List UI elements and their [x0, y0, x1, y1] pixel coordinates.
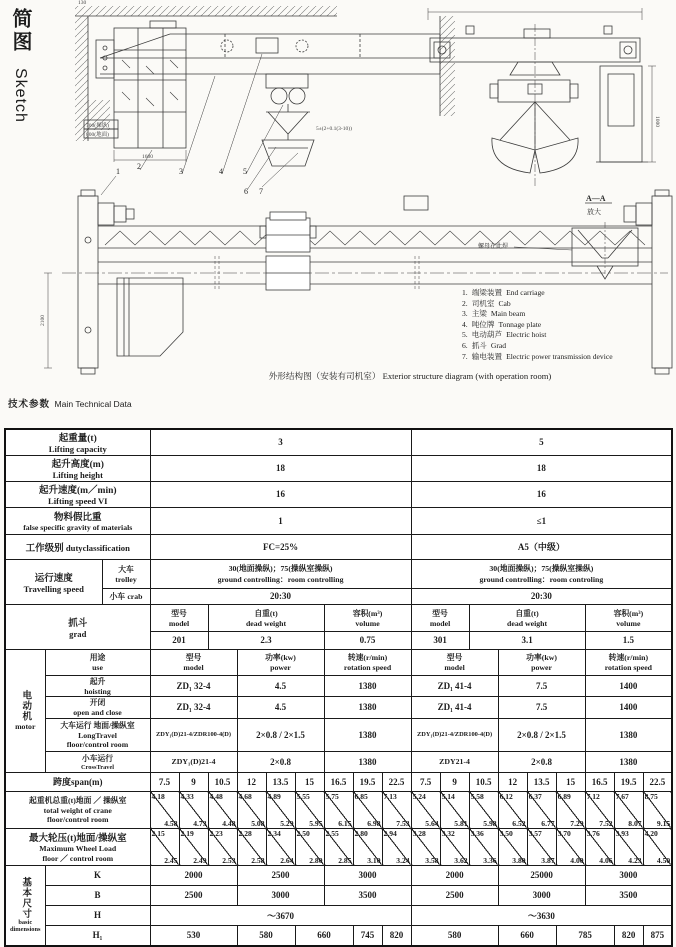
section-title-en: Main Technical Data: [54, 399, 132, 409]
elevation-view: [75, 6, 455, 166]
value-cell: ZD₁ 41-4: [411, 675, 498, 696]
span-value-cell: 9: [440, 772, 469, 791]
dim-value-cell: 3000: [324, 865, 411, 885]
split-value-cell: [295, 791, 324, 828]
label-cell: 最大轮压(t)地面/操纵室 Maximum Wheel Load floor ／ control room: [5, 828, 150, 865]
value-top: 8.75: [644, 791, 658, 801]
value-bottom: 4.00: [570, 855, 584, 865]
value-cell: 30(地面操纵)；75(操纵室操纵) ground controlling：room controlling: [150, 559, 411, 588]
value-cell: ZD₁ 41-4: [411, 696, 498, 718]
label-cell: 基本尺寸 basic dimensions: [5, 865, 45, 946]
value-top: 2.15: [151, 828, 165, 838]
value-bottom: 2.58: [251, 855, 265, 865]
split-value-cell: [469, 791, 498, 828]
label-cell: 物料假比重 false specific gravity of materials: [5, 507, 150, 534]
value-cell: ZD₁ 32-4: [150, 696, 237, 718]
sublabel-cell: B: [45, 885, 150, 905]
value-cell: 1400: [585, 696, 672, 718]
value-cell: 2.3: [208, 631, 324, 649]
split-value-cell: [179, 828, 208, 865]
value-cell: 7.5: [498, 675, 585, 696]
row-total-weight: [5, 791, 672, 828]
value-bottom: 2.53: [222, 855, 236, 865]
value-cell: ≤1: [411, 507, 672, 534]
split-value-cell: [324, 791, 353, 828]
value-top: 2.19: [180, 828, 194, 838]
section-title: [8, 394, 132, 412]
value-bottom: 2.45: [164, 855, 178, 865]
value-top: 5.55: [296, 791, 310, 801]
row-motor-longtravel: [5, 718, 672, 751]
split-value-cell: [237, 791, 266, 828]
value-top: 3.70: [557, 828, 571, 838]
header-cell: 功率(kw) power: [237, 649, 324, 675]
value-top: 3.76: [586, 828, 600, 838]
row-motor-crosstravel: [5, 751, 672, 772]
split-value-cell: [643, 791, 672, 828]
row-dim-k: [5, 865, 672, 885]
value-cell: 1: [150, 507, 411, 534]
dim-800: 800(地面): [86, 132, 109, 138]
label-cell: 运行速度 Travelling speed: [5, 559, 102, 604]
legend-item: 3. 主梁 Main beam: [462, 309, 526, 319]
split-value-cell: [556, 828, 585, 865]
value-cell: 5: [411, 429, 672, 455]
split-value-cell: [643, 828, 672, 865]
value-cell: ZDY₁(D)21-4/ZDR100-4(D): [150, 718, 237, 751]
label-cell: 起重量(t) Lifting capacity: [5, 429, 150, 455]
span-value-cell: 12: [237, 772, 266, 791]
value-cell: 3: [150, 429, 411, 455]
value-bottom: 2.49: [193, 855, 207, 865]
callout-1: 1: [116, 167, 120, 176]
sketch-label-en: Sketch: [12, 68, 29, 124]
value-cell: 1400: [585, 675, 672, 696]
row-lifting-capacity: [5, 429, 672, 455]
span-value-cell: 22.5: [643, 772, 672, 791]
sublabel-cell: H: [45, 905, 150, 925]
value-bottom: 5.81: [454, 818, 468, 828]
value-top: 4.33: [180, 791, 194, 801]
legend-item: 2. 司机室 Cab: [462, 298, 511, 308]
value-top: 7.67: [615, 791, 629, 801]
dim-value-cell: 2500: [411, 885, 498, 905]
legend-item: 6. 抓斗 Grad: [462, 340, 507, 350]
dim-value-cell: 3500: [585, 885, 672, 905]
header-cell: 型号 model: [150, 649, 237, 675]
value-bottom: 7.52: [599, 818, 613, 828]
row-travel-trolley: [5, 559, 672, 588]
value-bottom: 3.36: [483, 855, 497, 865]
span-value-cell: 10.5: [208, 772, 237, 791]
label-cell: 抓斗 grad: [5, 604, 150, 649]
value-top: 4.48: [209, 791, 223, 801]
value-cell: 7.5: [498, 696, 585, 718]
split-value-cell: [150, 791, 179, 828]
split-value-cell: [498, 828, 527, 865]
split-value-cell: [498, 791, 527, 828]
split-value-cell: [266, 791, 295, 828]
value-cell: 18: [150, 455, 411, 481]
span-value-cell: 13.5: [527, 772, 556, 791]
label-cell: 电动机 motor: [5, 649, 45, 772]
split-value-cell: [353, 828, 382, 865]
span-value-cell: 15: [556, 772, 585, 791]
value-top: 4.20: [644, 828, 658, 838]
row-grab-header: [5, 604, 672, 631]
value-cell: 1380: [324, 675, 411, 696]
split-value-cell: [324, 828, 353, 865]
dim-value-cell: 745: [353, 925, 382, 946]
split-value-cell: [237, 828, 266, 865]
span-value-cell: 12: [498, 772, 527, 791]
value-cell: ZD₁ 32-4: [150, 675, 237, 696]
value-cell: A5（中级）: [411, 534, 672, 559]
split-value-cell: [440, 828, 469, 865]
split-value-cell: [179, 791, 208, 828]
value-cell: 2×0.8: [498, 751, 585, 772]
dim-value-cell: 3000: [585, 865, 672, 885]
dim-value-cell: 875: [643, 925, 672, 946]
split-value-cell: [411, 828, 440, 865]
value-top: 6.89: [557, 791, 571, 801]
callout-3: 3: [179, 167, 183, 176]
split-value-cell: [527, 828, 556, 865]
label-cell: 起重机总重(t)地面 ／ 操纵室 total weight of crane floor/control room: [5, 791, 150, 828]
dim-700: 700(操纵): [86, 123, 109, 129]
value-top: 6.37: [528, 791, 542, 801]
span-value-cell: 16.5: [324, 772, 353, 791]
value-cell: 201: [150, 631, 208, 649]
value-cell: 1.5: [585, 631, 672, 649]
value-cell: 0.75: [324, 631, 411, 649]
dim-130: 130: [78, 0, 87, 6]
detail-subtitle: 放大: [587, 208, 601, 216]
dim-value-cell: 660: [498, 925, 556, 946]
value-cell: 16: [150, 481, 411, 507]
dim-value-cell: 2000: [150, 865, 237, 885]
span-value-cell: 7.5: [150, 772, 179, 791]
value-cell: 4.5: [237, 696, 324, 718]
sublabel-cell: 开闭 open and close: [45, 696, 150, 718]
value-cell: 1380: [585, 751, 672, 772]
value-cell: 20:30: [411, 588, 672, 604]
value-top: 7.13: [383, 791, 397, 801]
value-top: 2.55: [325, 828, 339, 838]
value-bottom: 5.64: [425, 818, 439, 828]
value-cell: ZDY₁(D)21-4: [150, 751, 237, 772]
span-value-cell: 7.5: [411, 772, 440, 791]
header-cell: 自重(t) dead weight: [208, 604, 324, 631]
dim-value-cell: 3000: [237, 885, 324, 905]
callout-4: 4: [219, 167, 223, 176]
row-dim-h1: [5, 925, 672, 946]
dim-value-cell: ～3670: [150, 905, 411, 925]
row-duty: [5, 534, 672, 559]
value-bottom: 2.64: [280, 855, 294, 865]
split-value-cell: [585, 791, 614, 828]
split-value-cell: [556, 791, 585, 828]
value-top: 5.24: [412, 791, 426, 801]
split-value-cell: [411, 791, 440, 828]
value-top: 4.89: [267, 791, 281, 801]
detail-title: A—A: [586, 194, 606, 203]
value-top: 2.80: [354, 828, 368, 838]
dim-rope: 5±(2+0.1(3-10)): [316, 126, 352, 132]
sublabel-cell: H₁: [45, 925, 150, 946]
value-bottom: 6.15: [338, 818, 352, 828]
value-top: 2.34: [267, 828, 281, 838]
value-cell: 1380: [324, 718, 411, 751]
split-value-cell: [266, 828, 295, 865]
value-bottom: 4.58: [164, 818, 178, 828]
sketch-texts: [40, 0, 660, 326]
value-cell: 2×0.8: [237, 751, 324, 772]
dim-value-cell: 2500: [150, 885, 237, 905]
value-cell: 2×0.8 / 2×1.5: [237, 718, 324, 751]
value-bottom: 4.23: [628, 855, 642, 865]
row-lifting-speed: [5, 481, 672, 507]
value-bottom: 5.29: [280, 818, 294, 828]
value-cell: 3.1: [469, 631, 585, 649]
value-bottom: 3.10: [367, 855, 381, 865]
row-dim-b: [5, 885, 672, 905]
value-top: 5.75: [325, 791, 339, 801]
sublabel-cell: K: [45, 865, 150, 885]
value-bottom: 8.07: [628, 818, 642, 828]
row-wheel-load: [5, 828, 672, 865]
value-top: 6.85: [354, 791, 368, 801]
split-value-cell: [440, 791, 469, 828]
value-bottom: 3.62: [454, 855, 468, 865]
dim-value-cell: 3000: [498, 885, 585, 905]
split-value-cell: [150, 828, 179, 865]
value-cell: FC=25%: [150, 534, 411, 559]
value-cell: 2×0.8 / 2×1.5: [498, 718, 585, 751]
row-motor-openclose: [5, 696, 672, 718]
value-top: 7.12: [586, 791, 600, 801]
callout-2: 2: [137, 162, 141, 171]
span-value-cell: 22.5: [382, 772, 411, 791]
dim-value-cell: ～3630: [411, 905, 672, 925]
dim-value-cell: 785: [556, 925, 614, 946]
dim-value-cell: 530: [150, 925, 237, 946]
header-cell: 型号 model: [150, 604, 208, 631]
span-value-cell: 15: [295, 772, 324, 791]
split-value-cell: [382, 791, 411, 828]
callout-7: 7: [259, 187, 263, 196]
dim-value-cell: 3500: [324, 885, 411, 905]
split-value-cell: [585, 828, 614, 865]
row-travel-crab: [5, 588, 672, 604]
label-cell: 跨度span(m): [5, 772, 150, 791]
value-top: 4.68: [238, 791, 252, 801]
dim-2100: 2100: [40, 315, 46, 326]
label-cell: 起升高度(m) Lifting height: [5, 455, 150, 481]
span-value-cell: 19.5: [614, 772, 643, 791]
value-cell: 1380: [324, 696, 411, 718]
split-value-cell: [527, 791, 556, 828]
dim-value-cell: 2500: [237, 865, 324, 885]
row-motor-hoisting: [5, 675, 672, 696]
split-value-cell: [469, 828, 498, 865]
header-cell: 自重(t) dead weight: [469, 604, 585, 631]
callout-5: 5: [243, 167, 247, 176]
value-bottom: 6.77: [541, 818, 555, 828]
span-value-cell: 16.5: [585, 772, 614, 791]
value-bottom: 3.87: [541, 855, 555, 865]
label-cell: 起升速度(m／min) Lifting speed VI: [5, 481, 150, 507]
callout-6: 6: [244, 187, 248, 196]
value-cell: ZDY₁(D)21-4/ZDR100-4(D): [411, 718, 498, 751]
value-top: 3.32: [441, 828, 455, 838]
value-bottom: 5.08: [251, 818, 265, 828]
header-cell: 型号 model: [411, 649, 498, 675]
value-bottom: 4.50: [656, 855, 671, 865]
value-bottom: 3.80: [512, 855, 526, 865]
value-cell: 301: [411, 631, 469, 649]
span-value-cell: 10.5: [469, 772, 498, 791]
header-cell: 转速(r/min) rotation speed: [585, 649, 672, 675]
value-top: 3.93: [615, 828, 629, 838]
legend: [462, 288, 676, 362]
value-top: 2.50: [296, 828, 310, 838]
value-bottom: 5.98: [483, 818, 497, 828]
value-bottom: 2.85: [338, 855, 352, 865]
value-top: 2.23: [209, 828, 223, 838]
dim-value-cell: 820: [382, 925, 411, 946]
header-cell: 容积(m³) volume: [585, 604, 672, 631]
value-top: 2.28: [238, 828, 252, 838]
row-gravity: [5, 507, 672, 534]
header-cell: 功率(kw) power: [498, 649, 585, 675]
sublabel-cell: 大车运行 地面/操纵室 LongTravel floor/control room: [45, 718, 150, 751]
label-cell: 工作级别 dutyclassification: [5, 534, 150, 559]
value-bottom: 6.52: [512, 818, 526, 828]
value-top: 3.50: [499, 828, 513, 838]
sublabel-cell: 小车运行 CrossTravel: [45, 751, 150, 772]
value-top: 3.36: [470, 828, 484, 838]
value-cell: 1380: [585, 718, 672, 751]
value-bottom: 4.73: [193, 818, 207, 828]
sketch-label-cn: 简图: [9, 8, 31, 54]
row-dim-h: [5, 905, 672, 925]
legend-item: 1. 端梁装置 End carriage: [462, 288, 545, 297]
value-top: 3.57: [528, 828, 542, 838]
value-cell: 4.5: [237, 675, 324, 696]
value-bottom: 9.15: [656, 818, 671, 828]
split-value-cell: [614, 791, 643, 828]
row-lifting-height: [5, 455, 672, 481]
value-bottom: 7.53: [396, 818, 410, 828]
value-top: 5.14: [441, 791, 455, 801]
row-motor-header: [5, 649, 672, 675]
value-bottom: 4.06: [599, 855, 613, 865]
value-top: 3.28: [412, 828, 426, 838]
value-bottom: 6.98: [367, 818, 381, 828]
header-cell: 用途 use: [45, 649, 150, 675]
dim-value-cell: 580: [411, 925, 498, 946]
split-value-cell: [295, 828, 324, 865]
end-view: [428, 8, 656, 188]
value-top: 6.12: [499, 791, 513, 801]
header-cell: 转速(r/min) rotation speed: [324, 649, 411, 675]
dim-1000: 1000: [654, 116, 660, 127]
split-value-cell: [208, 828, 237, 865]
split-value-cell: [382, 828, 411, 865]
value-top: 4.18: [151, 791, 165, 801]
header-cell: 型号 model: [411, 604, 469, 631]
split-value-cell: [353, 791, 382, 828]
dim-value-cell: 660: [295, 925, 353, 946]
section-title-cn: 技术参数: [8, 399, 51, 410]
value-cell: ZDY21-4: [411, 751, 498, 772]
value-bottom: 7.29: [570, 818, 584, 828]
value-top: 5.58: [470, 791, 484, 801]
header-cell: 容积(m³) volume: [324, 604, 411, 631]
legend-item: 4. 吨位牌 Tonnage plate: [462, 319, 542, 329]
row-span: [5, 772, 672, 791]
value-bottom: 4.48: [222, 818, 236, 828]
detail-note: 螺母在此焊: [478, 244, 509, 250]
dim-value-cell: 2000: [411, 865, 498, 885]
span-value-cell: 13.5: [266, 772, 295, 791]
value-bottom: 3.58: [425, 855, 439, 865]
value-cell: 16: [411, 481, 672, 507]
dim-value-cell: 820: [614, 925, 643, 946]
value-cell: 30(地面操纵)；75(操纵室操纵) ground controlling：room controling: [411, 559, 672, 588]
dim-1600: 1600: [142, 154, 153, 160]
span-value-cell: 9: [179, 772, 208, 791]
split-value-cell: [614, 828, 643, 865]
value-bottom: 2.80: [309, 855, 323, 865]
legend-item: 5. 电动葫芦 Electric hoist: [462, 330, 547, 340]
value-cell: 1380: [324, 751, 411, 772]
legend-item: 7. 输电装置 Electric power transmission device: [462, 351, 613, 361]
sublabel-cell: 起升 hoisting: [45, 675, 150, 696]
sketch-caption: 外形结构图（安装有司机室） Exterior structure diagram (with operation room): [268, 371, 552, 381]
value-bottom: 3.24: [396, 855, 410, 865]
value-cell: 18: [411, 455, 672, 481]
dim-value-cell: 25000: [498, 865, 585, 885]
value-bottom: 5.95: [309, 818, 323, 828]
split-value-cell: [208, 791, 237, 828]
value-top: 2.94: [383, 828, 397, 838]
value-cell: 20:30: [150, 588, 411, 604]
sublabel-cell: 小车 crab: [102, 588, 150, 604]
technical-data-table: [4, 428, 673, 947]
sublabel-cell: 大车 trolley: [102, 559, 150, 588]
span-value-cell: 19.5: [353, 772, 382, 791]
dim-value-cell: 580: [237, 925, 295, 946]
